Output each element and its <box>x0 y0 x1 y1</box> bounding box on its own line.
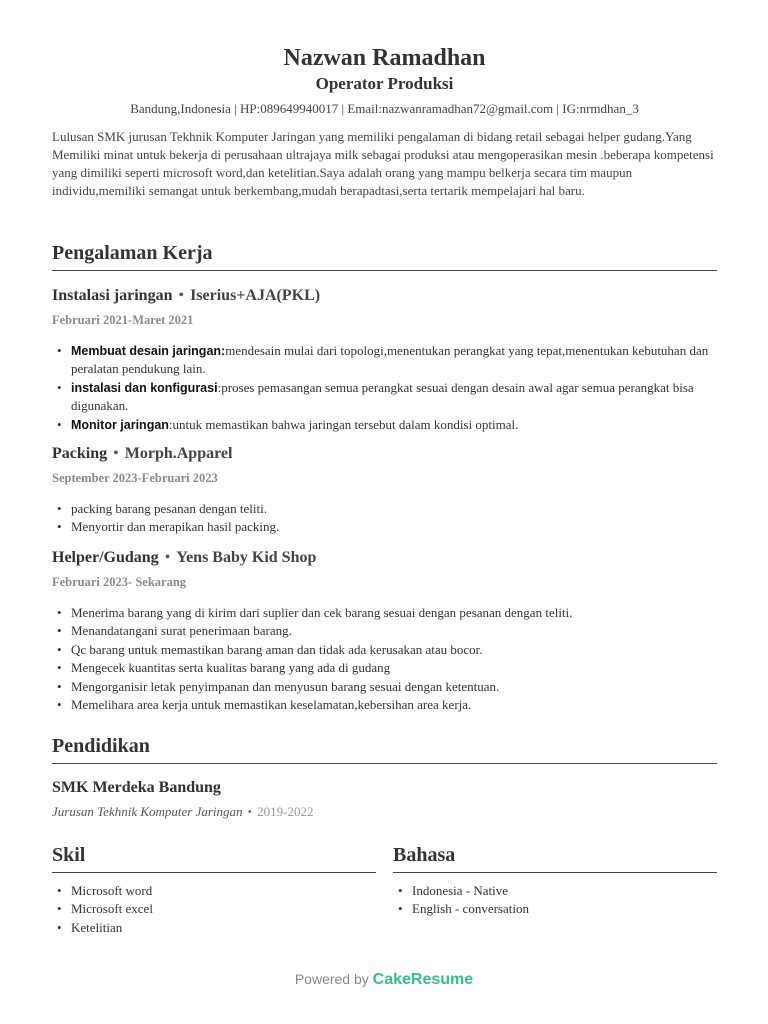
list-item: • Indonesia - Native <box>393 882 717 900</box>
education-years: 2019-2022 <box>257 804 314 819</box>
job-position: Packing <box>52 445 108 462</box>
education-section-title: Pendidikan <box>52 733 717 764</box>
languages-section-title: Bahasa <box>393 842 717 873</box>
list-item: • Mengecek kuantitas serta kualitas barang yang ada di gudang <box>52 659 717 677</box>
education-major: Jurusan Tekhnik Komputer Jaringan <box>52 804 243 819</box>
duty-text: :untuk memastikan bahwa jaringan tersebut dalam kondisi optimal. <box>168 416 519 432</box>
job-entry <box>52 444 717 537</box>
job-heading <box>52 548 717 568</box>
list-item <box>52 416 717 434</box>
job-separator: • <box>113 445 119 462</box>
job-heading <box>52 444 717 464</box>
job-duties <box>52 342 717 434</box>
duty-label: instalasi dan konfigurasi <box>71 380 218 395</box>
languages-list <box>393 882 717 919</box>
list-item: • Mengorganisir letak penyimpanan dan menyusun barang sesuai dengan ketentuan. <box>52 678 717 696</box>
candidate-name: Nazwan Ramadhan <box>283 45 486 71</box>
list-item: • English - conversation <box>393 900 717 918</box>
job-duties <box>52 500 717 537</box>
job-entry <box>52 548 717 714</box>
job-heading <box>52 286 717 306</box>
job-position: Instalasi jaringan <box>52 287 173 304</box>
profile-summary: Lulusan SMK jurusan Tekhnik Komputer Jaringan yang memiliki pengalaman di bidang retail sebagai helper gudang.Yang Memiliki minat untuk bekerja di perusahaan ultrajaya milk sebagai produksi atau mengoperasikan mesin .beberapa kompetensi yang dimiliki seperti microsoft word,dan ketelitian.Saya adalah orang yang mampu belkerja secara tim maupun individu,memiliki semangat untuk berkembang,mudah berapadtasi,serta tertarik mempelajari hal baru. <box>52 129 714 198</box>
education-detail <box>52 803 717 821</box>
list-item: • Menyortir dan merapikan hasil packing. <box>52 518 717 536</box>
powered-by-footer <box>0 968 768 991</box>
list-item: • packing barang pesanan dengan teliti. <box>52 500 717 518</box>
cakeresume-logo[interactable]: CakeResume <box>372 971 474 988</box>
powered-by-text: Powered by <box>294 971 369 987</box>
list-item: • Microsoft excel <box>52 900 376 918</box>
duty-label: Membuat desain jaringan: <box>71 344 226 358</box>
job-entry <box>52 286 717 434</box>
job-dates: September 2023-Februari 2023 <box>52 471 218 485</box>
list-item <box>52 342 717 379</box>
list-item: • Menerima barang yang di kirim dari suplier dan cek barang sesuai dengan pesanan dengan teliti. <box>52 604 717 622</box>
job-company: Iserius+AJA(PKL) <box>190 287 321 304</box>
job-separator: • <box>164 549 171 566</box>
contact-line: Bandung,Indonesia | HP:089649940017 | Email:nazwanramadhan72@gmail.com | IG:nrmdhan_3 <box>130 101 639 116</box>
duty-label: Monitor jaringan <box>71 417 169 432</box>
duty-text: :proses pemasangan semua perangkat sesuai dengan desain awal agar semua perangkat bisa digunakan. <box>71 379 694 414</box>
list-item: • Ketelitian <box>52 919 376 937</box>
job-dates: Februari 2023- Sekarang <box>52 575 187 589</box>
resume-header <box>52 44 717 118</box>
skills-list <box>52 882 376 937</box>
list-item <box>52 379 717 416</box>
duty-text: mendesain mulai dari topologi,menentukan perangkat yang tepat,menentukan kebutuhan dan peralatan pendukung lain. <box>71 343 709 377</box>
job-company: Morph.Apparel <box>124 445 233 462</box>
job-position: Helper/Gudang <box>52 549 159 566</box>
job-dates: Februari 2021-Maret 2021 <box>52 313 194 327</box>
list-item: • Memelihara area kerja untuk memastikan keselamatan,kebersihan area kerja. <box>52 696 717 714</box>
candidate-role: Operator Produksi <box>315 74 454 93</box>
list-item: • Microsoft word <box>52 882 376 900</box>
list-item: • Menandatangani surat penerimaan barang. <box>52 622 717 640</box>
job-separator: • <box>178 287 185 304</box>
education-entry <box>52 778 717 821</box>
experience-section-title: Pengalaman Kerja <box>52 240 717 271</box>
skills-section-title: Skil <box>52 842 376 873</box>
job-duties <box>52 604 717 714</box>
school-name: SMK Merdeka Bandung <box>52 779 221 796</box>
list-item: • Qc barang untuk memastikan barang aman dan tidak ada kerusakan atau bocor. <box>52 641 717 659</box>
job-company: Yens Baby Kid Shop <box>176 549 317 566</box>
education-separator: • <box>247 804 253 819</box>
